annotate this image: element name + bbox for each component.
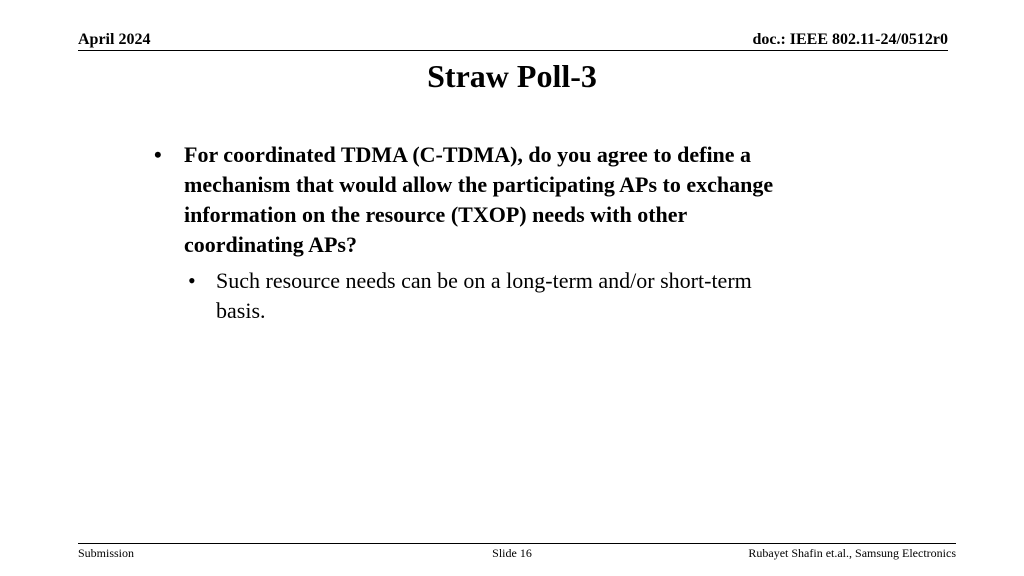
header-date: April 2024 <box>78 31 151 48</box>
slide-body <box>154 140 794 326</box>
sub-bullet-text: Such resource needs can be on a long-term and/or short-term basis. <box>216 268 752 323</box>
header-doc-id: doc.: IEEE 802.11-24/0512r0 <box>752 31 948 48</box>
sub-bullet-item <box>188 266 794 326</box>
bullet-dot-icon: • <box>154 142 162 167</box>
footer-authors: Rubayet Shafin et.al., Samsung Electronics <box>748 546 956 560</box>
footer-divider <box>78 543 956 544</box>
header-divider <box>78 50 948 51</box>
footer-slide-number: Slide 16 <box>492 546 532 560</box>
bullet-item <box>154 140 794 260</box>
bullet-text: For coordinated TDMA (C-TDMA), do you agree to define a mechanism that would allow the participating APs to exchange information on the resource (TXOP) needs with other coordinating APs? <box>184 142 774 257</box>
slide-title: Straw Poll-3 <box>427 58 597 94</box>
footer-submission: Submission <box>78 546 135 560</box>
sub-bullet-dot-icon: • <box>188 268 196 293</box>
